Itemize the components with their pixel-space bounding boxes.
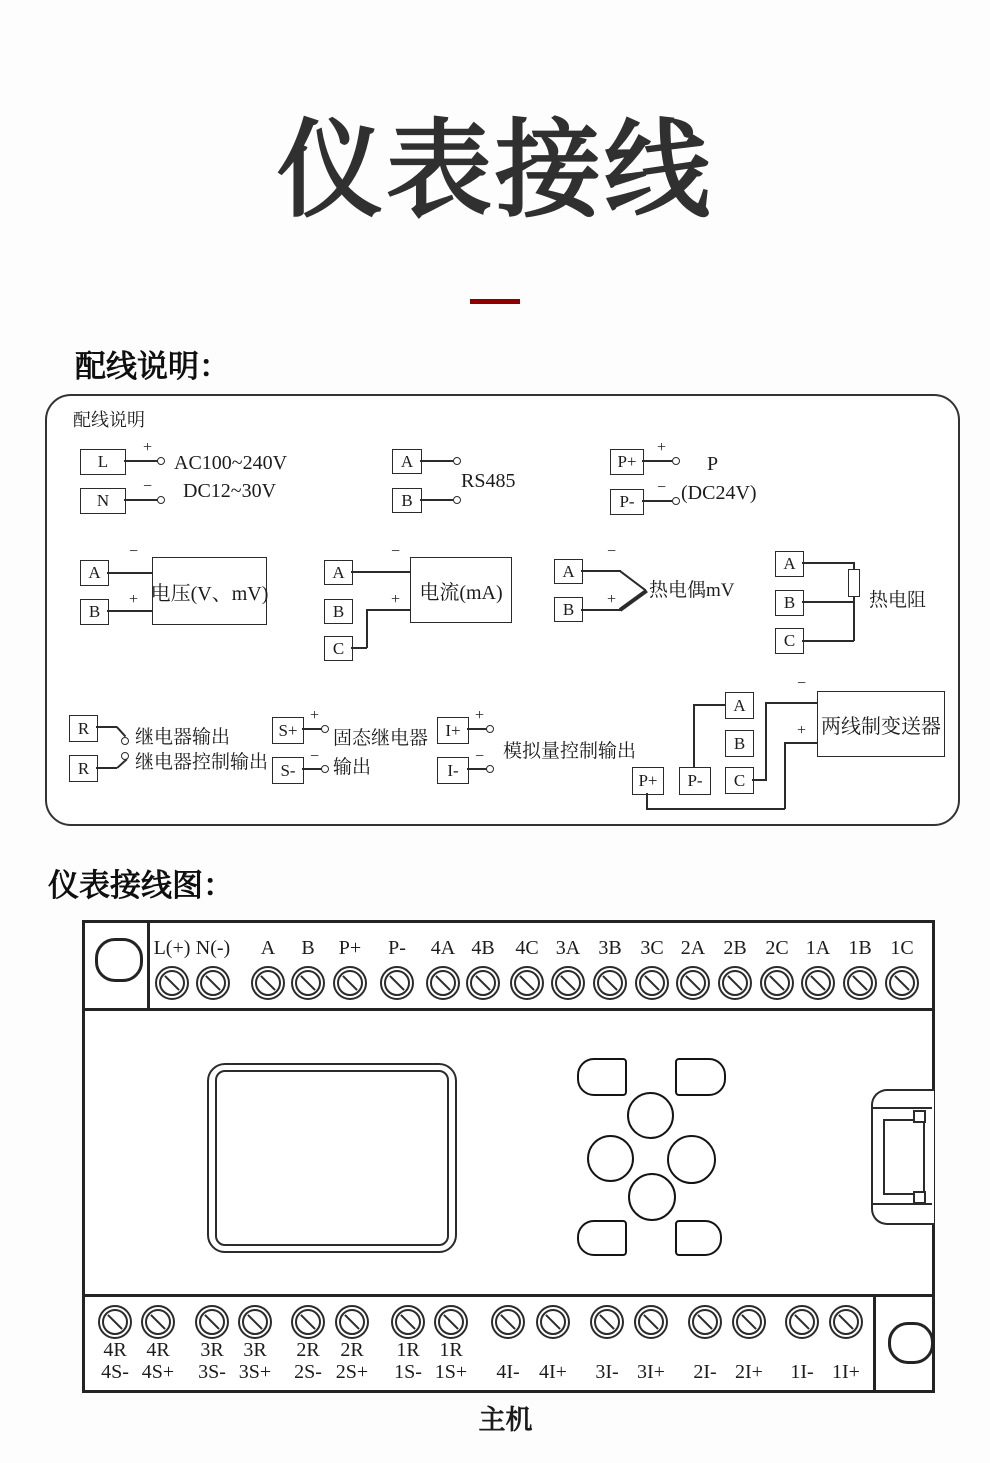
screw-terminal-icon [536, 1305, 570, 1339]
wire [420, 460, 453, 462]
display-screen [215, 1070, 449, 1246]
wire [693, 704, 725, 706]
arrow-down-key [628, 1173, 676, 1221]
minus-mark: − [657, 479, 667, 496]
terminal-label: 1C [890, 937, 914, 959]
screw-terminal-icon [98, 1305, 132, 1339]
wire [467, 728, 487, 730]
wire [646, 808, 785, 810]
terminal-bottom [723, 1300, 775, 1383]
wire [765, 702, 817, 704]
terminal-top [375, 935, 419, 1000]
arrow-left-key [587, 1135, 634, 1182]
wire [96, 767, 117, 769]
wire [620, 570, 646, 590]
voltage-box: 电压(V、mV) [152, 557, 267, 625]
minus-mark: − [143, 478, 153, 495]
screw-terminal-icon [335, 1305, 369, 1339]
wire [765, 702, 767, 781]
wire-end-node [672, 497, 680, 505]
wire [351, 571, 410, 573]
terminal-label-line1 [625, 1339, 677, 1361]
plus-mark: + [391, 591, 401, 608]
wiring-box-label: 配线说明 [73, 410, 145, 430]
terminal-top [796, 935, 840, 1000]
terminal-C: C [324, 636, 353, 661]
terminal-R1: R [69, 715, 98, 742]
terminal-top [713, 935, 757, 1000]
screw-terminal-icon [251, 966, 285, 1000]
connector-tab [913, 1110, 926, 1123]
wire-end-node [453, 496, 461, 504]
wire-end-node [157, 496, 165, 504]
terminal-I-minus: I- [437, 757, 469, 784]
terminal-bottom [425, 1300, 477, 1383]
minus-mark: − [129, 543, 139, 560]
terminal-label-line2: 3I- [595, 1361, 619, 1383]
terminal-label: 4B [471, 937, 495, 959]
terminal-label-line1: 4R [146, 1339, 170, 1361]
screw-terminal-icon [843, 966, 877, 1000]
screw-terminal-icon [634, 1305, 668, 1339]
wiring-notes-heading: 配线说明： [75, 349, 230, 384]
terminal-label-line2: 4S- [101, 1361, 129, 1383]
plus-mark: + [310, 707, 320, 724]
screw-terminal-icon [688, 1305, 722, 1339]
terminal-label: 2C [765, 937, 789, 959]
terminal-bottom [820, 1300, 872, 1383]
terminal-S-minus: S- [272, 757, 304, 784]
wire [784, 742, 817, 744]
wire [366, 609, 410, 611]
terminal-label-line1: 3R [200, 1339, 224, 1361]
wire [124, 460, 160, 462]
switch-blade [116, 758, 127, 768]
minus-mark: − [607, 543, 617, 560]
mount-hole-divider [873, 1294, 876, 1390]
minus-mark: − [391, 543, 401, 560]
terminal-bottom [625, 1300, 677, 1383]
terminal-label: A [260, 937, 276, 959]
thermocouple-junction [619, 589, 648, 612]
screw-terminal-icon [635, 966, 669, 1000]
terminal-label-line2: 1I+ [832, 1361, 860, 1383]
wire [752, 779, 766, 781]
screw-terminal-icon [676, 966, 710, 1000]
wire-end-node [157, 457, 165, 465]
red-divider [470, 299, 520, 304]
ssr-label-1: 固态继电器 [333, 728, 429, 749]
terminal-label: 1A [805, 937, 831, 959]
terminal-A: A [775, 551, 804, 577]
wiring-notes-box [45, 394, 960, 826]
screw-terminal-icon [551, 966, 585, 1000]
wiring-diagram-heading: 仪表接线图： [48, 868, 234, 903]
wire [581, 609, 621, 611]
terminal-P-plus: P+ [632, 767, 664, 795]
terminal-label-line2: 1S- [394, 1361, 422, 1383]
terminal-top [246, 935, 290, 1000]
terminal-S-plus: S+ [272, 717, 304, 744]
terminal-label-line1: 1R [439, 1339, 463, 1361]
power-spec-line1: AC100~240V [174, 452, 288, 474]
terminal-label-line1: 2R [340, 1339, 364, 1361]
screw-terminal-icon [718, 966, 752, 1000]
terminal-P-plus: P+ [610, 449, 644, 475]
terminal-top [461, 935, 505, 1000]
terminal-L: L [80, 449, 126, 475]
aux-power-name: P [707, 453, 719, 475]
device-diagram [82, 920, 935, 1393]
screw-terminal-icon [510, 966, 544, 1000]
plus-mark: + [475, 707, 485, 724]
minus-mark: − [475, 748, 485, 765]
terminal-top [328, 935, 372, 1000]
screw-terminal-icon [426, 966, 460, 1000]
wire [124, 499, 160, 501]
wire [646, 793, 648, 809]
aux-power-spec: (DC24V) [681, 482, 757, 504]
screw-terminal-icon [801, 966, 835, 1000]
screw-terminal-icon [380, 966, 414, 1000]
wire [107, 572, 152, 574]
screw-terminal-icon [141, 1305, 175, 1339]
wire [107, 610, 152, 612]
connector-slot [883, 1119, 925, 1195]
terminal-A: A [324, 560, 353, 585]
terminal-B: B [80, 599, 109, 625]
resistor-symbol [848, 569, 860, 597]
ssr-label-2: 输出 [333, 757, 372, 778]
wire [302, 768, 322, 770]
terminal-R2: R [69, 755, 98, 782]
terminal-bottom [229, 1300, 281, 1383]
terminal-top [880, 935, 924, 1000]
wire [802, 601, 854, 603]
terminal-A: A [80, 560, 109, 586]
minus-mark: − [797, 675, 807, 692]
terminal-label-line2: 4S+ [141, 1361, 175, 1383]
terminal-N: N [80, 488, 126, 514]
screw-terminal-icon [785, 1305, 819, 1339]
terminal-A: A [392, 449, 422, 474]
terminal-A: A [725, 692, 754, 719]
screw-terminal-icon [732, 1305, 766, 1339]
function-key-bottom-left [577, 1220, 627, 1256]
wire [351, 647, 367, 649]
terminal-label-line2: 2I+ [735, 1361, 763, 1383]
terminal-label: 3C [640, 937, 664, 959]
terminal-label-line1: 4R [103, 1339, 127, 1361]
terminal-top [421, 935, 465, 1000]
terminal-top [838, 935, 882, 1000]
terminal-label-line2: 2S+ [335, 1361, 369, 1383]
terminal-P-minus: P- [679, 767, 711, 795]
thermocouple-label: 热电偶mV [649, 580, 735, 601]
side-connector [871, 1089, 934, 1225]
screw-terminal-icon [391, 1305, 425, 1339]
page-title: 仪表接线 [277, 112, 713, 230]
wire [802, 562, 854, 564]
terminal-label-line1: 1R [396, 1339, 420, 1361]
rtd-label: 热电阻 [869, 590, 927, 611]
wire-end-node [321, 725, 329, 733]
terminal-P-minus: P- [610, 489, 644, 515]
wire-end-node [486, 725, 494, 733]
power-spec-line2: DC12~30V [183, 480, 277, 502]
wire [693, 704, 695, 767]
wire [642, 460, 672, 462]
wire [467, 768, 487, 770]
connector-line [873, 1107, 932, 1109]
terminal-C: C [775, 628, 804, 654]
terminal-bottom [326, 1300, 378, 1383]
screw-terminal-icon [829, 1305, 863, 1339]
terminal-label-line1: 3R [243, 1339, 267, 1361]
arrow-up-key [627, 1092, 674, 1139]
function-key-top-right [675, 1058, 726, 1096]
terminal-bottom [132, 1300, 184, 1383]
terminal-label-line2: 3S- [198, 1361, 226, 1383]
terminal-label-line1: 2R [296, 1339, 320, 1361]
wire-end-node [321, 765, 329, 773]
screw-terminal-icon [466, 966, 500, 1000]
wire [642, 500, 672, 502]
terminal-label: 3A [555, 937, 581, 959]
wire [802, 640, 854, 642]
wire [420, 499, 453, 501]
terminal-I-plus: I+ [437, 717, 469, 744]
wire [784, 742, 786, 809]
terminal-top [588, 935, 632, 1000]
plus-mark: + [143, 439, 153, 456]
terminal-B: B [725, 730, 754, 757]
terminal-label-line2: 1I- [790, 1361, 814, 1383]
terminal-label: 3B [598, 937, 622, 959]
connector-tab [913, 1191, 926, 1204]
terminal-C: C [725, 767, 754, 794]
terminal-label: 1B [848, 937, 872, 959]
terminal-label: B [301, 937, 315, 959]
plus-mark: + [797, 722, 807, 739]
relay-label-2: 继电器控制输出 [135, 752, 269, 773]
transmitter-box: 两线制变送器 [817, 691, 945, 757]
screw-terminal-icon [333, 966, 367, 1000]
terminal-top [191, 935, 235, 1000]
screw-terminal-icon [155, 966, 189, 1000]
terminal-A: A [554, 559, 583, 584]
function-key-top-left [577, 1058, 627, 1096]
terminal-top [671, 935, 715, 1000]
device-caption: 主机 [478, 1405, 533, 1435]
wire-end-node [453, 457, 461, 465]
screw-terminal-icon [590, 1305, 624, 1339]
minus-mark: − [310, 748, 320, 765]
wire [302, 728, 322, 730]
terminal-top [505, 935, 549, 1000]
screw-terminal-icon [491, 1305, 525, 1339]
screw-terminal-icon [196, 966, 230, 1000]
terminal-bottom [527, 1300, 579, 1383]
terminal-label-line2: 3I+ [637, 1361, 665, 1383]
terminal-label-line2: 4I+ [539, 1361, 567, 1383]
terminal-label: 2A [680, 937, 706, 959]
terminal-label-line2: 2I- [693, 1361, 717, 1383]
terminal-label: 2B [723, 937, 747, 959]
current-box: 电流(mA) [410, 557, 512, 623]
wire-end-node [672, 457, 680, 465]
wire-end-node [486, 765, 494, 773]
screw-terminal-icon [195, 1305, 229, 1339]
wire [366, 609, 368, 648]
terminal-label-line2: 4I- [496, 1361, 520, 1383]
terminal-label: P- [388, 937, 406, 959]
screw-terminal-icon [291, 966, 325, 1000]
terminal-label-line2: 3S+ [238, 1361, 272, 1383]
terminal-B: B [324, 599, 353, 624]
screw-terminal-icon [760, 966, 794, 1000]
terminal-label: 4A [430, 937, 456, 959]
plus-mark: + [607, 591, 617, 608]
analog-output-label: 模拟量控制输出 [503, 741, 637, 762]
mount-hole [888, 1322, 934, 1364]
terminal-label: P+ [338, 937, 362, 959]
terminal-label-line2: 2S- [294, 1361, 322, 1383]
terminal-top [755, 935, 799, 1000]
screw-terminal-icon [238, 1305, 272, 1339]
terminal-label: N(-) [195, 937, 231, 959]
terminal-B: B [554, 597, 583, 622]
top-strip-divider [85, 1008, 932, 1011]
switch-blade [116, 726, 126, 737]
wire [96, 726, 117, 728]
terminal-label: 4C [515, 937, 539, 959]
arrow-right-key [667, 1135, 716, 1184]
switch-contact [121, 737, 129, 745]
plus-mark: + [657, 439, 667, 456]
terminal-label-line1 [527, 1339, 579, 1361]
screw-terminal-icon [291, 1305, 325, 1339]
screw-terminal-icon [593, 966, 627, 1000]
bottom-strip-divider [85, 1294, 932, 1297]
plus-mark: + [129, 591, 139, 608]
wire [581, 570, 621, 572]
function-key-bottom-right [675, 1220, 722, 1256]
terminal-top [630, 935, 674, 1000]
terminal-B: B [392, 488, 422, 513]
relay-label-1: 继电器输出 [135, 727, 231, 748]
terminal-label-line1 [723, 1339, 775, 1361]
mount-hole [95, 938, 143, 982]
rs485-label: RS485 [461, 470, 516, 492]
screw-terminal-icon [434, 1305, 468, 1339]
terminal-top [546, 935, 590, 1000]
terminal-B: B [775, 590, 804, 616]
terminal-top [150, 935, 194, 1000]
terminal-label-line2: 1S+ [434, 1361, 468, 1383]
terminal-top [286, 935, 330, 1000]
screw-terminal-icon [885, 966, 919, 1000]
terminal-label: L(+) [153, 937, 191, 959]
terminal-label-line1 [820, 1339, 872, 1361]
